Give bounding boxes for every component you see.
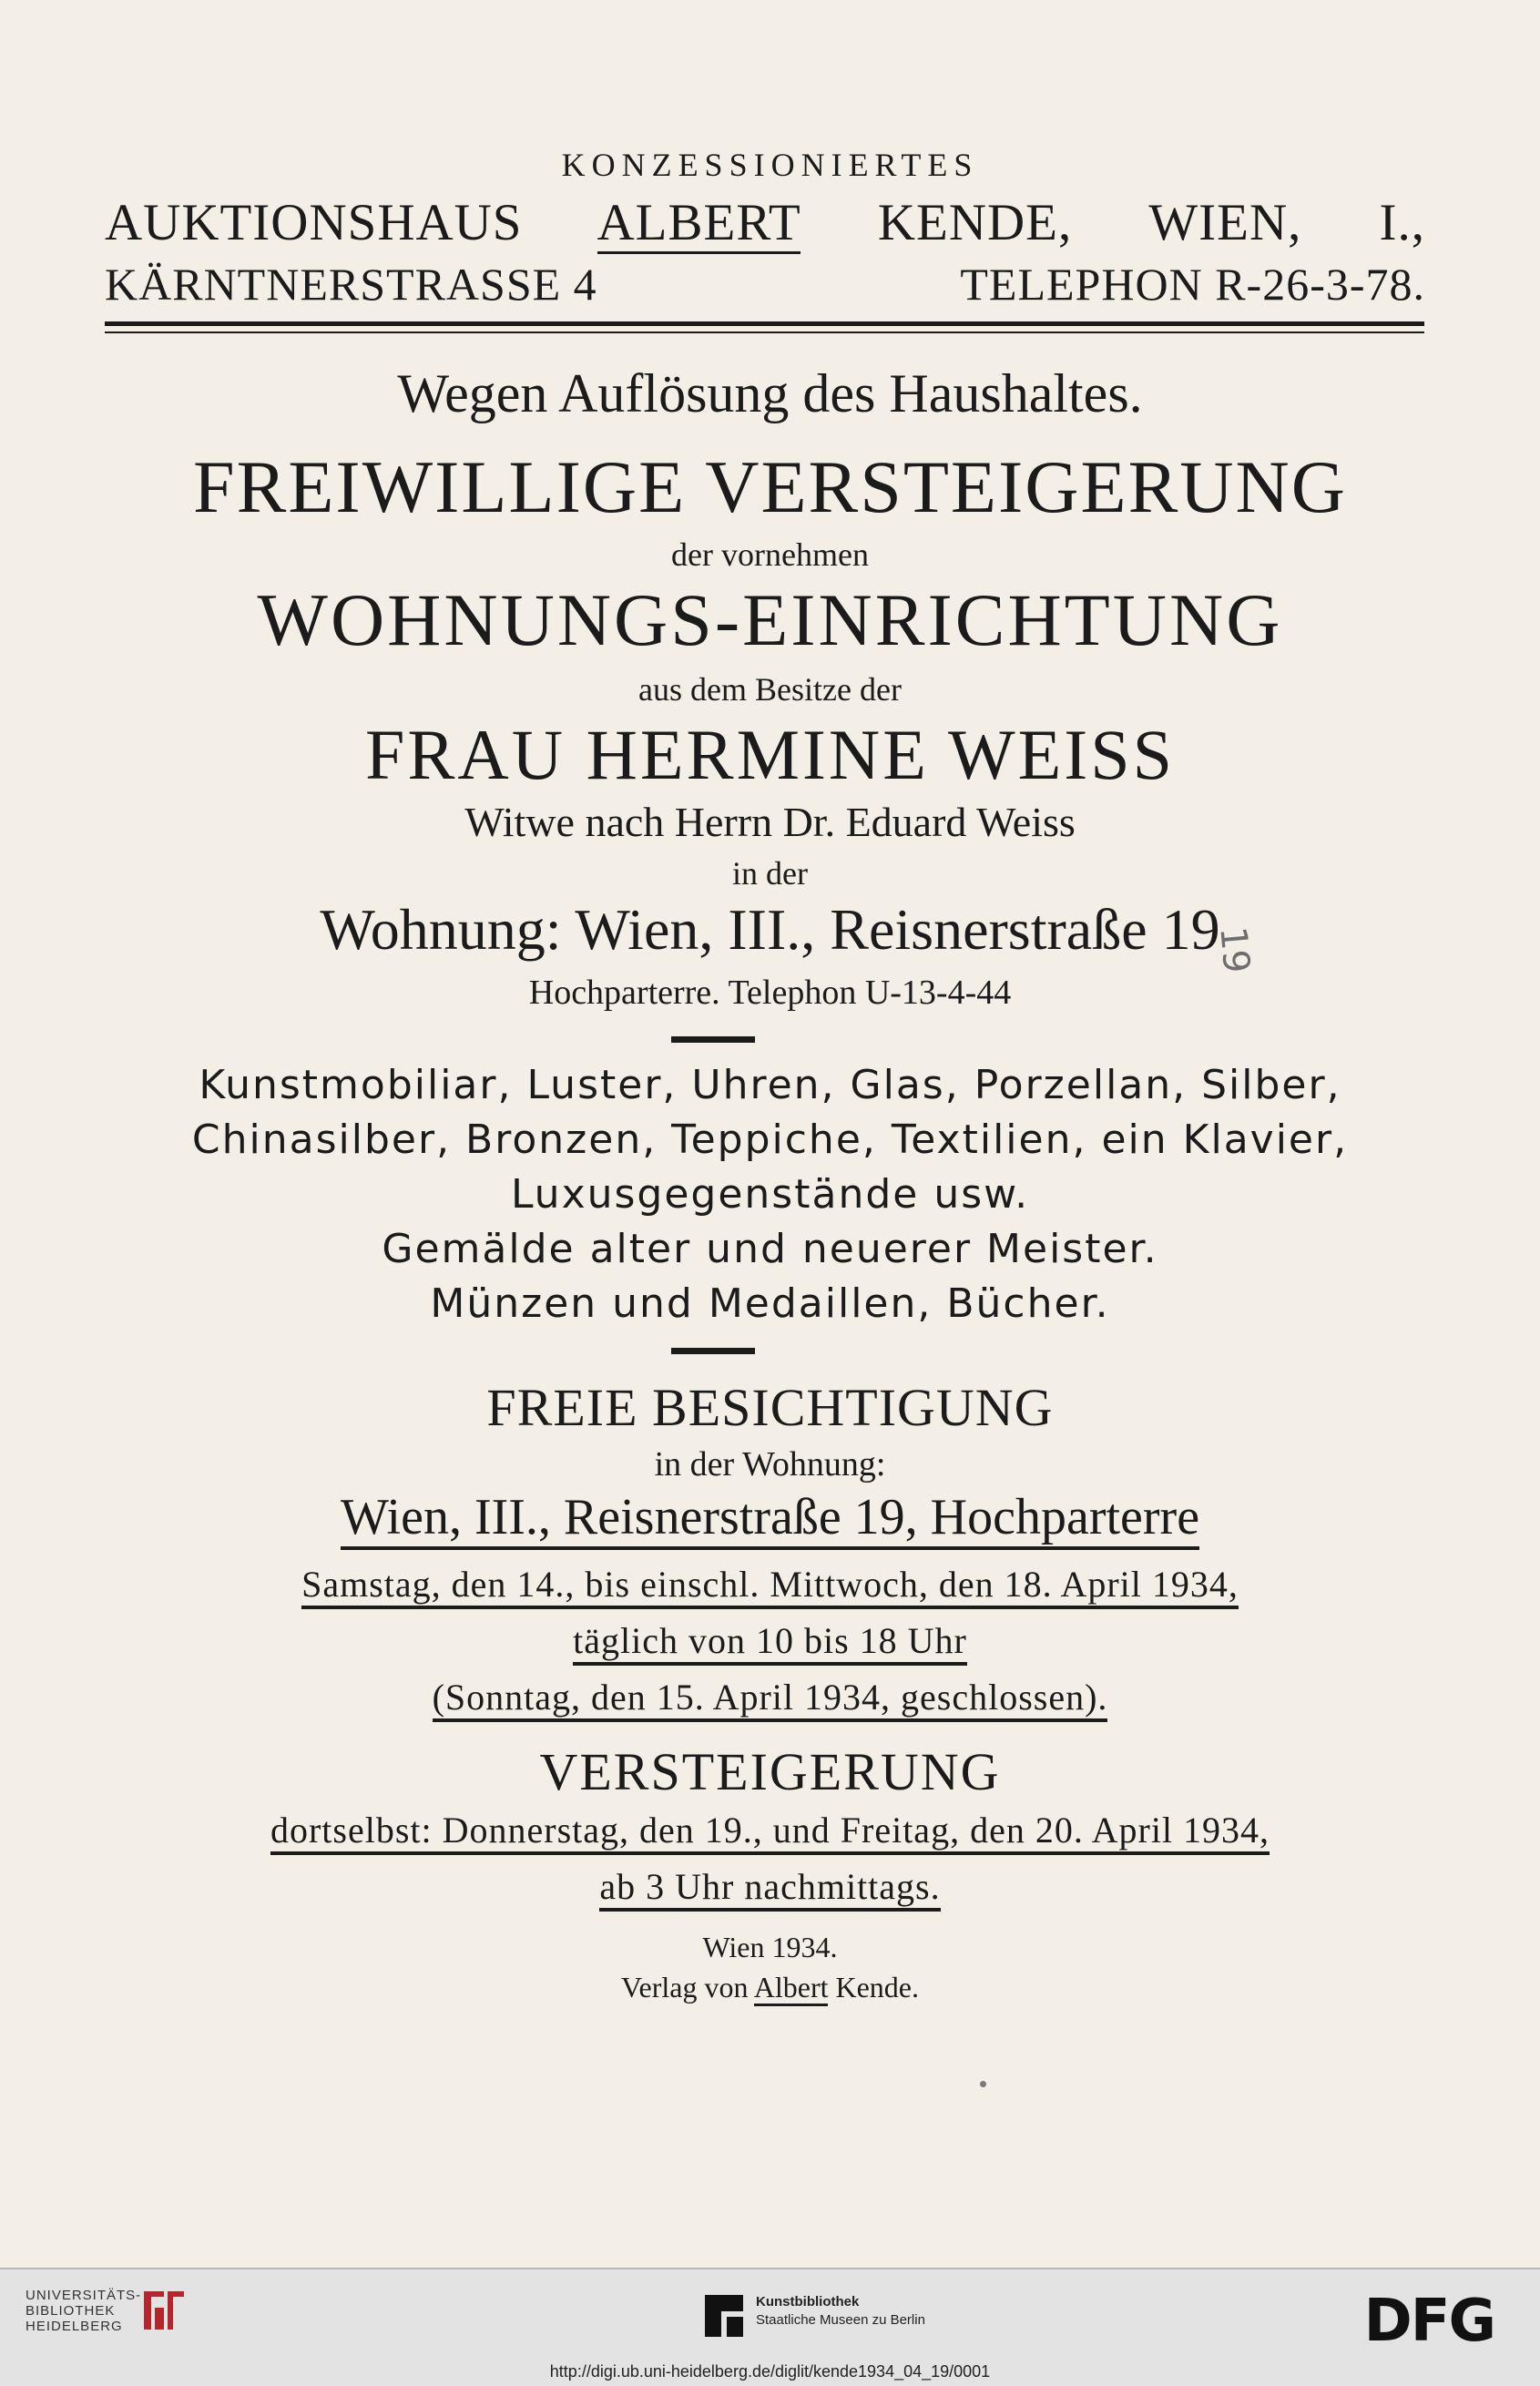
- header-konzession: KONZESSIONIERTES: [561, 147, 979, 183]
- pencil-annotation: 19: [1211, 924, 1258, 975]
- separator-rule-1: [671, 1036, 755, 1043]
- items-line-1: Kunstmobiliar, Luster, Uhren, Glas, Porzellan, Silber,: [199, 1062, 1341, 1108]
- header-rule-thin: [105, 331, 1424, 333]
- kunstbibliothek-logo-icon: [699, 2291, 749, 2345]
- items-line-3: Luxusgegenstände usw.: [510, 1171, 1030, 1218]
- permalink-url[interactable]: http://digi.ub.uni-heidelberg.de/diglit/kende1934_04_19/0001: [549, 2362, 991, 2381]
- besichtigung-dates: Samstag, den 14., bis einschl. Mittwoch, den 18. April 1934,: [0, 1563, 1540, 1606]
- header-telephon: TELEPHON R-26-3-78.: [960, 259, 1425, 310]
- versteigerung-heading: VERSTEIGERUNG: [539, 1742, 1001, 1801]
- besichtigung-closed: (Sonntag, den 15. April 1934, geschlossen).: [0, 1676, 1540, 1718]
- viewer-footer: [0, 2268, 1540, 2386]
- imprint-verlag: Verlag von Albert Kende.: [0, 1971, 1540, 2004]
- kunstbibliothek-text: Kunstbibliothek Staatliche Museen zu Berlin: [756, 2294, 925, 2328]
- besichtigung-hours: täglich von 10 bis 18 Uhr: [0, 1619, 1540, 1662]
- header-address: KÄRNTNERSTRASSE 4: [105, 259, 597, 310]
- frau-hermine-weiss: FRAU HERMINE WEISS: [365, 715, 1175, 794]
- header-rule-thick: [105, 321, 1424, 326]
- versteigerung-dates: dortselbst: Donnerstag, den 19., und Freitag, den 20. April 1934,: [0, 1809, 1540, 1851]
- versteigerung-time: ab 3 Uhr nachmittags.: [0, 1865, 1540, 1908]
- freiwillige-heading: FREIWILLIGE VERSTEIGERUNG: [193, 445, 1347, 528]
- wohnung-address: Wohnung: Wien, III., Reisnerstraße 19: [320, 897, 1220, 962]
- in-der-wohnung: in der Wohnung:: [654, 1445, 886, 1484]
- wegen-line: Wegen Auflösung des Haushaltes.: [397, 363, 1143, 423]
- paper-speck: [980, 2081, 986, 2087]
- items-line-4: Gemälde alter und neuerer Meister.: [382, 1226, 1158, 1272]
- dfg-logo: DFG: [1363, 2288, 1494, 2355]
- header-line1: [105, 193, 1425, 252]
- header-albert: ALBERT: [597, 194, 801, 254]
- items-line-5: Münzen und Medaillen, Bücher.: [430, 1280, 1110, 1327]
- hochparterre-telephon: Hochparterre. Telephon U-13-4-44: [528, 974, 1012, 1012]
- aus-dem-besitze: aus dem Besitze der: [638, 671, 902, 708]
- in-der: in der: [732, 855, 808, 892]
- wohnungs-heading: WOHNUNGS-EINRICHTUNG: [257, 578, 1283, 661]
- witwe-line: Witwe nach Herrn Dr. Eduard Weiss: [464, 799, 1076, 845]
- besichtigung-address: Wien, III., Reisnerstraße 19, Hochparterre: [0, 1488, 1540, 1546]
- uni-heidelberg-text: UNIVERSITÄTS- BIBLIOTHEK HEIDELBERG: [25, 2288, 142, 2334]
- besichtigung-heading: FREIE BESICHTIGUNG: [486, 1378, 1054, 1437]
- header-auktionshaus: AUKTIONSHAUS: [105, 194, 523, 251]
- uni-heidelberg-logo-icon: [137, 2284, 191, 2343]
- imprint-albert: Albert: [754, 1971, 829, 2006]
- header-kende-wien: KENDE, WIEN, I.,: [877, 194, 1426, 251]
- der-vornehmen: der vornehmen: [671, 536, 869, 573]
- separator-rule-2: [671, 1348, 755, 1354]
- imprint-place: Wien 1934.: [702, 1931, 838, 1963]
- items-line-2: Chinasilber, Bronzen, Teppiche, Textilien, ein Klavier,: [191, 1117, 1349, 1163]
